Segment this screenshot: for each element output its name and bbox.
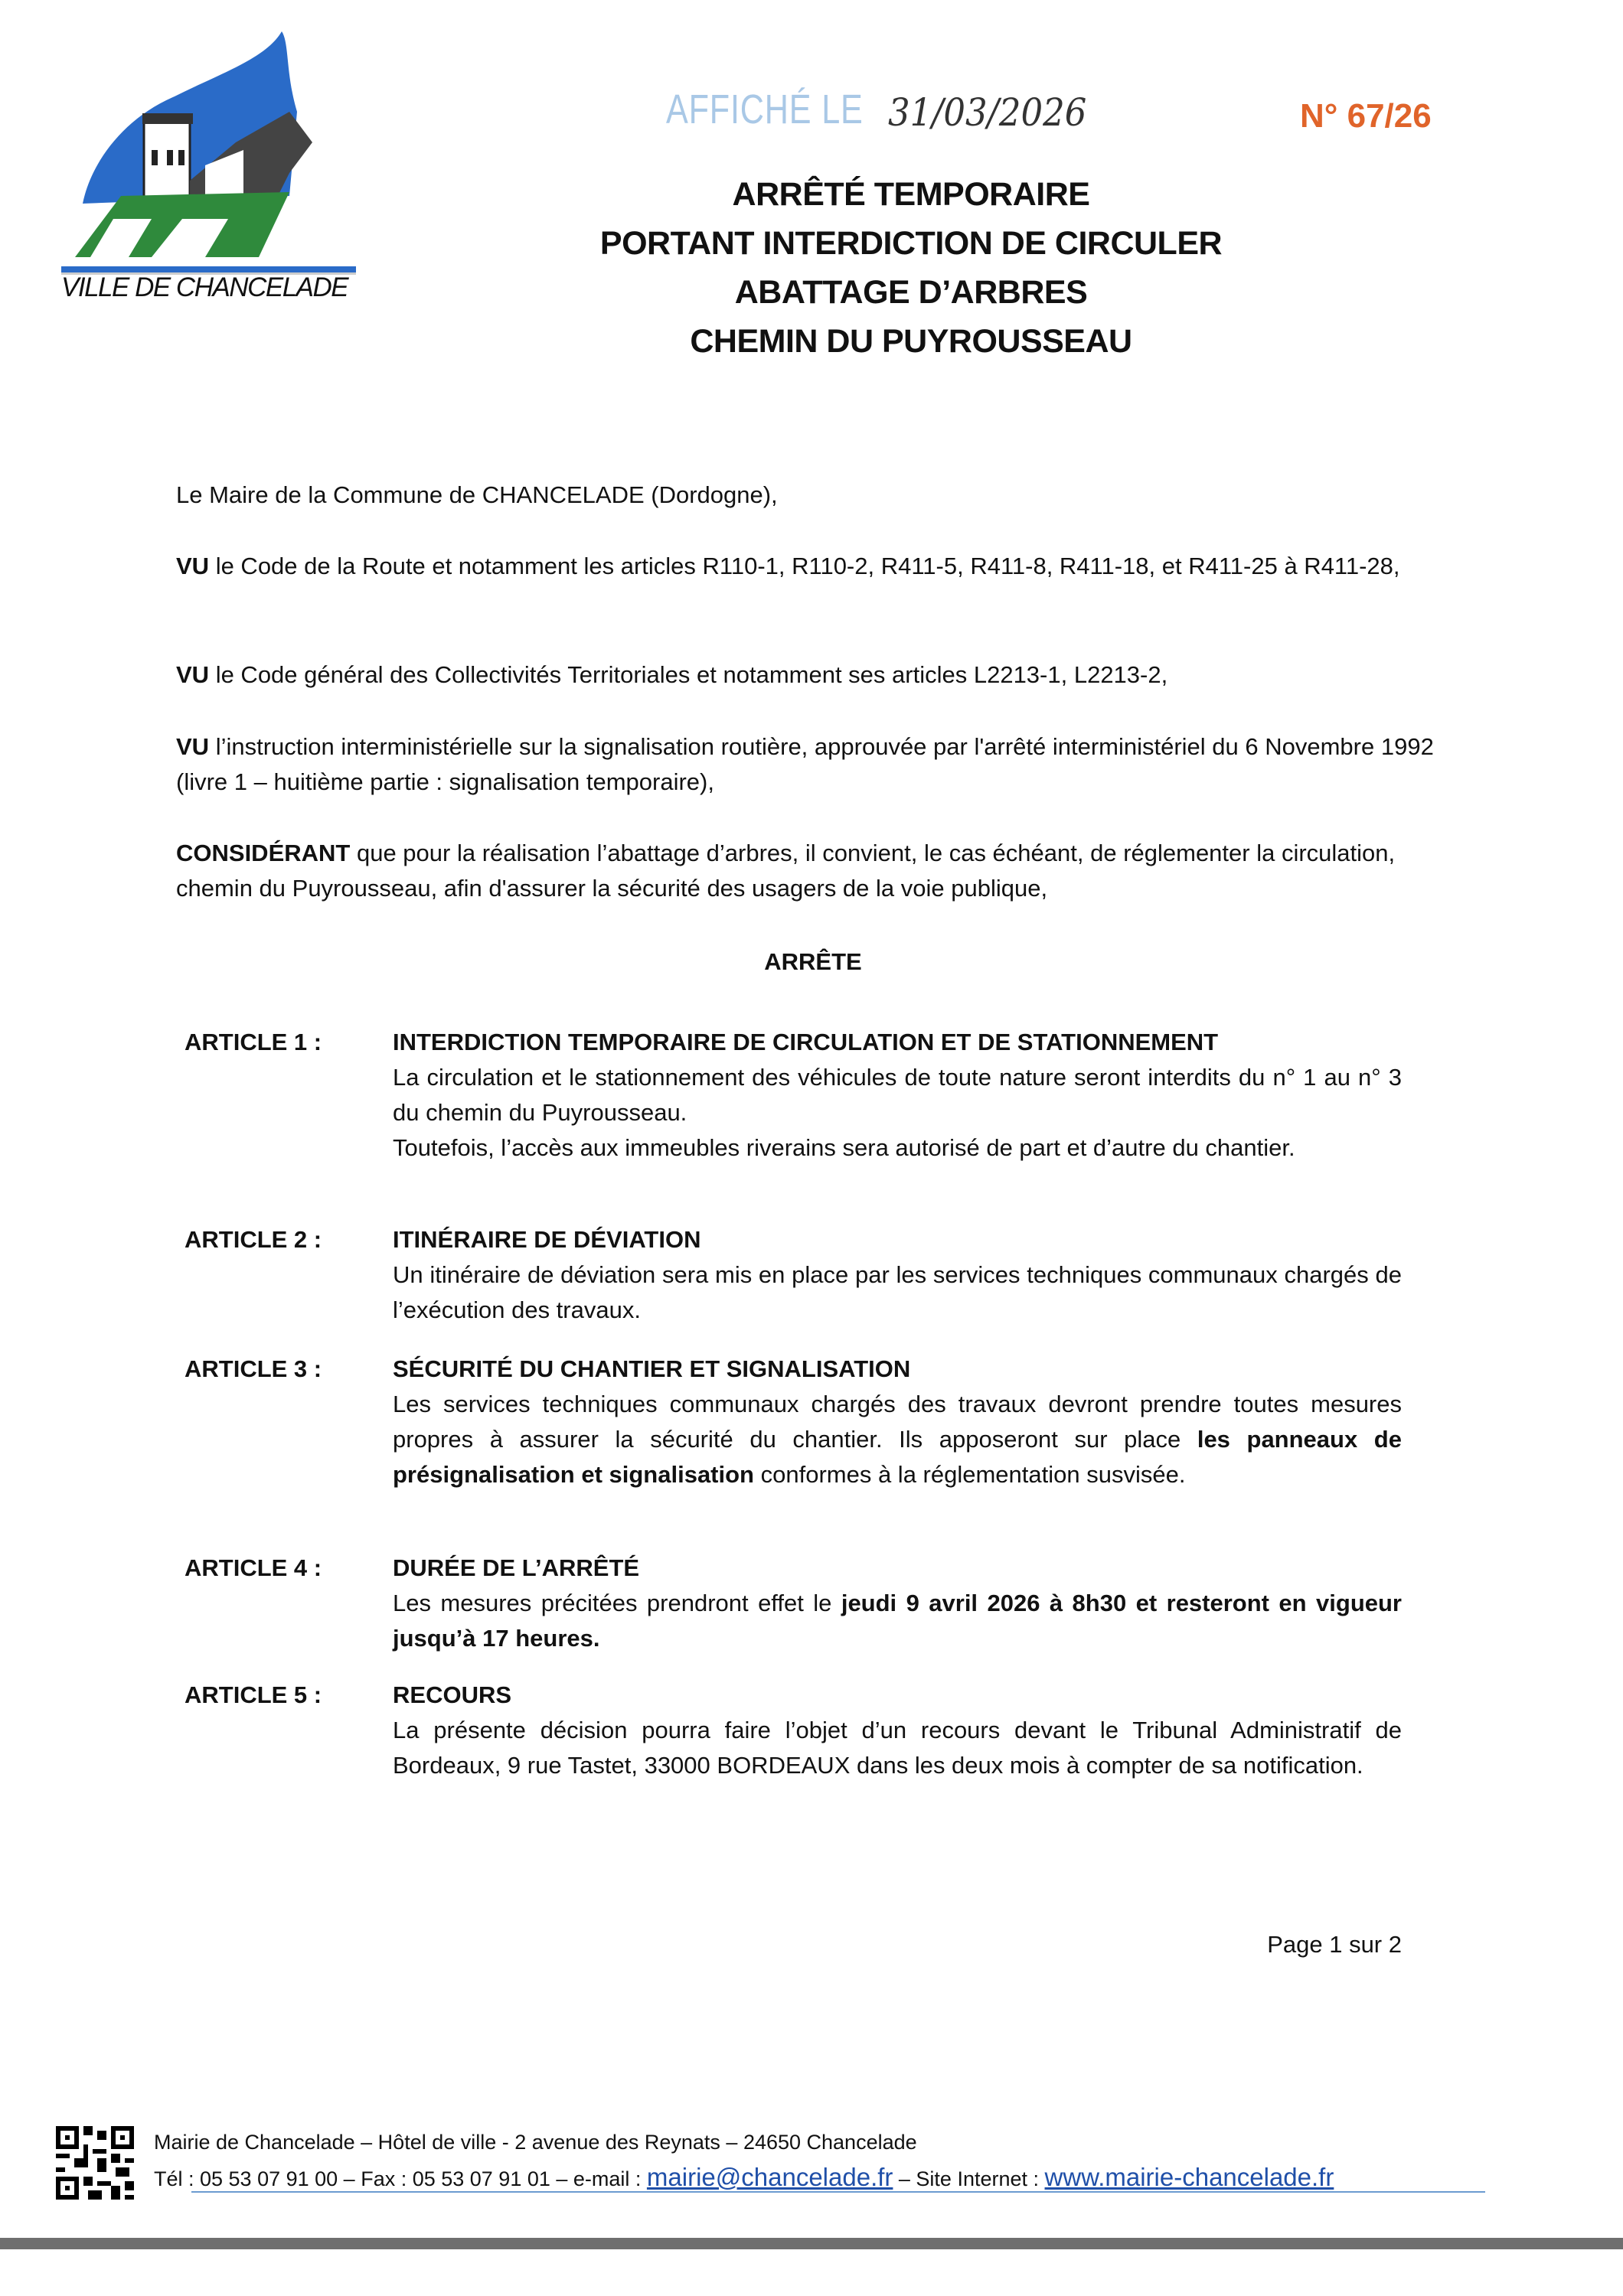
footer-contact-text: Tél : 05 53 07 91 00 – Fax : 05 53 07 91 01 – e-mail :	[154, 2167, 647, 2190]
article-text-part: Les services techniques communaux chargés des travaux devront prendre toutes mesures propres à assurer la sécurité du chantier. Ils apposeront sur place	[393, 1391, 1402, 1453]
article-heading: RECOURS	[393, 1681, 512, 1708]
vu-key: VU	[176, 661, 210, 688]
vu-key: VU	[176, 553, 210, 579]
vu-text: le Code de la Route et notamment les articles R110-1, R110-2, R411-5, R411-8, R411-18, et R411-25 à R411-28,	[209, 553, 1400, 579]
vu-code-route	[176, 549, 1455, 584]
article-text-part: Les mesures précitées prendront effet le	[393, 1590, 841, 1616]
posting-stamp-label: AFFICHÉ LE	[666, 86, 864, 132]
article-heading: SÉCURITÉ DU CHANTIER ET SIGNALISATION	[393, 1355, 911, 1382]
article-text: La circulation et le stationnement des véhicules de toute nature seront interdits du n° 1 au n° 3 du chemin du Puyrousseau.	[393, 1064, 1402, 1126]
qr-code-graphic	[56, 2126, 134, 2200]
town-logo-graphic	[60, 28, 358, 265]
article-text	[393, 1586, 1402, 1656]
page-indicator: Page 1 sur 2	[1267, 1931, 1402, 1958]
footer-site-label: – Site Internet :	[893, 2167, 1045, 2190]
qr-code	[56, 2126, 134, 2200]
article-text: Un itinéraire de déviation sera mis en place par les services techniques communaux chargés de l’exécution des travaux.	[393, 1261, 1402, 1323]
logo-text: VILLE DE CHANCELADE	[61, 272, 348, 302]
article-1	[393, 1025, 1402, 1166]
article-heading: DURÉE DE L’ARRÊTÉ	[393, 1554, 640, 1581]
arrete-heading: ARRÊTE	[764, 948, 862, 975]
footer-address: Mairie de Chancelade – Hôtel de ville - 2 avenue des Reynats – 24650 Chancelade	[154, 2131, 917, 2154]
article-text	[393, 1387, 1402, 1492]
article-label: ARTICLE 5 :	[185, 1681, 322, 1708]
town-logo	[60, 28, 358, 311]
vu-text: le Code général des Collectivités Territoriales et notamment ses articles L2213-1, L2213-2,	[209, 661, 1168, 688]
vu-key: VU	[176, 733, 210, 760]
article-label: ARTICLE 1 :	[185, 1029, 322, 1055]
arrete-number: N° 67/26	[1300, 97, 1432, 135]
article-text: La présente décision pourra faire l’objet d’un recours devant le Tribunal Administratif de Bordeaux, 9 rue Tastet, 33000 BORDEAUX dans les deux mois à compter de sa notification.	[393, 1717, 1402, 1779]
scan-edge-bar	[0, 2238, 1623, 2249]
article-label: ARTICLE 4 :	[185, 1554, 322, 1581]
article-4	[393, 1551, 1402, 1656]
title-line: CHEMIN DU PUYROUSSEAU	[690, 323, 1132, 360]
title-line: ABATTAGE D’ARBRES	[734, 274, 1088, 311]
article-heading: ITINÉRAIRE DE DÉVIATION	[393, 1226, 701, 1253]
article-5	[393, 1678, 1402, 1783]
article-text: Toutefois, l’accès aux immeubles riverains sera autorisé de part et d’autre du chantier.	[393, 1134, 1295, 1161]
article-text-part: conformes à la réglementation susvisée.	[754, 1461, 1186, 1488]
website-link[interactable]: www.mairie-chancelade.fr	[1044, 2163, 1334, 2191]
article-2	[393, 1222, 1402, 1328]
considerant	[176, 836, 1455, 906]
article-label: ARTICLE 3 :	[185, 1355, 322, 1382]
article-text-bold: les panneaux de présignalisation et signalisation	[393, 1426, 1402, 1488]
article-text-bold: jeudi 9 avril 2026 à 8h30 et resteront en vigueur jusqu’à 17 heures.	[393, 1590, 1402, 1652]
document-title	[429, 170, 1393, 366]
footer-rule	[191, 2191, 1485, 2193]
title-line: PORTANT INTERDICTION DE CIRCULER	[599, 225, 1223, 262]
title-line: ARRÊTÉ TEMPORAIRE	[732, 176, 1090, 213]
email-link[interactable]: mairie@chancelade.fr	[646, 2163, 893, 2191]
article-heading: INTERDICTION TEMPORAIRE DE CIRCULATION ET DE STATIONNEMENT	[393, 1029, 1219, 1055]
considerant-text: que pour la réalisation l’abattage d’arbres, il convient, le cas échéant, de réglementer la circulation, chemin du Puyrousseau, afin d'assurer la sécurité des usagers de la voie publique,	[176, 840, 1396, 902]
considerant-key: CONSIDÉRANT	[176, 840, 351, 866]
posting-stamp-date: 31/03/2026	[888, 90, 1087, 135]
vu-text: l’instruction interministérielle sur la signalisation routière, approuvée par l'arrêté interministériel du 6 Novembre 1992 (livre 1 – huitième partie : signalisation temporaire),	[176, 733, 1434, 795]
intro: Le Maire de la Commune de CHANCELADE (Dordogne),	[176, 481, 778, 508]
article-label: ARTICLE 2 :	[185, 1226, 322, 1253]
article-3	[393, 1352, 1402, 1492]
vu-cgct	[176, 657, 1455, 693]
vu-instruction	[176, 729, 1455, 800]
